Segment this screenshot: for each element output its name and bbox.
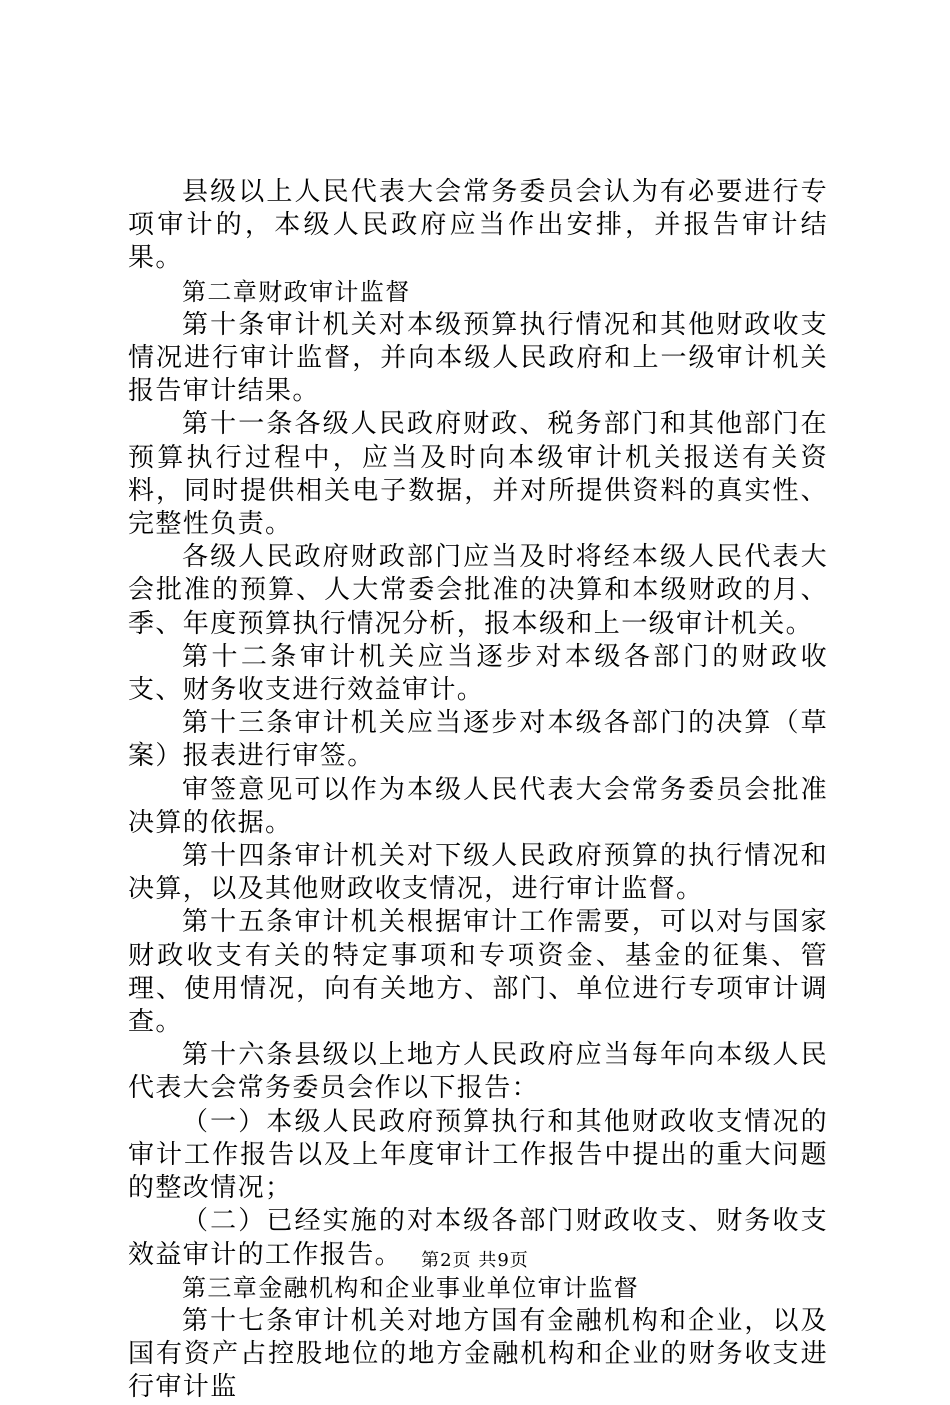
article-11-para-2: 各级人民政府财政部门应当及时将经本级人民代表大会批准的预算、人大常委会批准的决算和本级财政的月、季、年度预算执行情况分析，报本级和上一级审计机关。 [128,542,828,639]
article-17: 第十七条审计机关对地方国有金融机构和企业，以及国有资产占控股地位的地方金融机构和企业的财务收支进行审计监 [128,1305,828,1403]
article-16-item-2: （二）已经实施的对本级各部门财政收支、财务收支效益审计的工作报告。 [128,1206,828,1270]
document-body [128,176,828,1405]
article-13-para-2: 审签意见可以作为本级人民代表大会常务委员会批准决算的依据。 [128,774,828,838]
chapter-heading-3: 第三章金融机构和企业事业单位审计监督 [182,1273,640,1302]
paragraph-1: 县级以上人民代表大会常务委员会认为有必要进行专项审计的，本级人民政府应当作出安排，并报告审计结果。 [128,177,828,274]
article-12: 第十二条审计机关应当逐步对本级各部门的财政收支、财务收支进行效益审计。 [128,641,828,706]
page-number-footer: 第2页 共9页 [421,1250,529,1271]
article-14: 第十四条审计机关对下级人民政府预算的执行情况和决算，以及其他财政收支情况，进行审计监督。 [128,841,828,905]
chapter-heading-2: 第二章财政审计监督 [182,277,411,306]
article-10: 第十条审计机关对本级预算执行情况和其他财政收支情况进行审计监督，并向本级人民政府和上一级审计机关报告审计结果。 [128,309,828,407]
article-16: 第十六条县级以上地方人民政府应当每年向本级人民代表大会常务委员会作以下报告： [128,1040,828,1104]
article-13: 第十三条审计机关应当逐步对本级各部门的决算（草案）报表进行审签。 [128,708,828,772]
article-15: 第十五条审计机关根据审计工作需要，可以对与国家财政收支有关的特定事项和专项资金、基金的征集、管理、使用情况，向有关地方、部门、单位进行专项审计调查。 [128,907,828,1038]
article-16-item-1: （一）本级人民政府预算执行和其他财政收支情况的审计工作报告以及上年度审计工作报告中提出的重大问题的整改情况； [128,1106,828,1204]
article-11: 第十一条各级人民政府财政、税务部门和其他部门在预算执行过程中，应当及时向本级审计机关报送有关资料，同时提供相关电子数据，并对所提供资料的真实性、完整性负责。 [128,409,828,540]
